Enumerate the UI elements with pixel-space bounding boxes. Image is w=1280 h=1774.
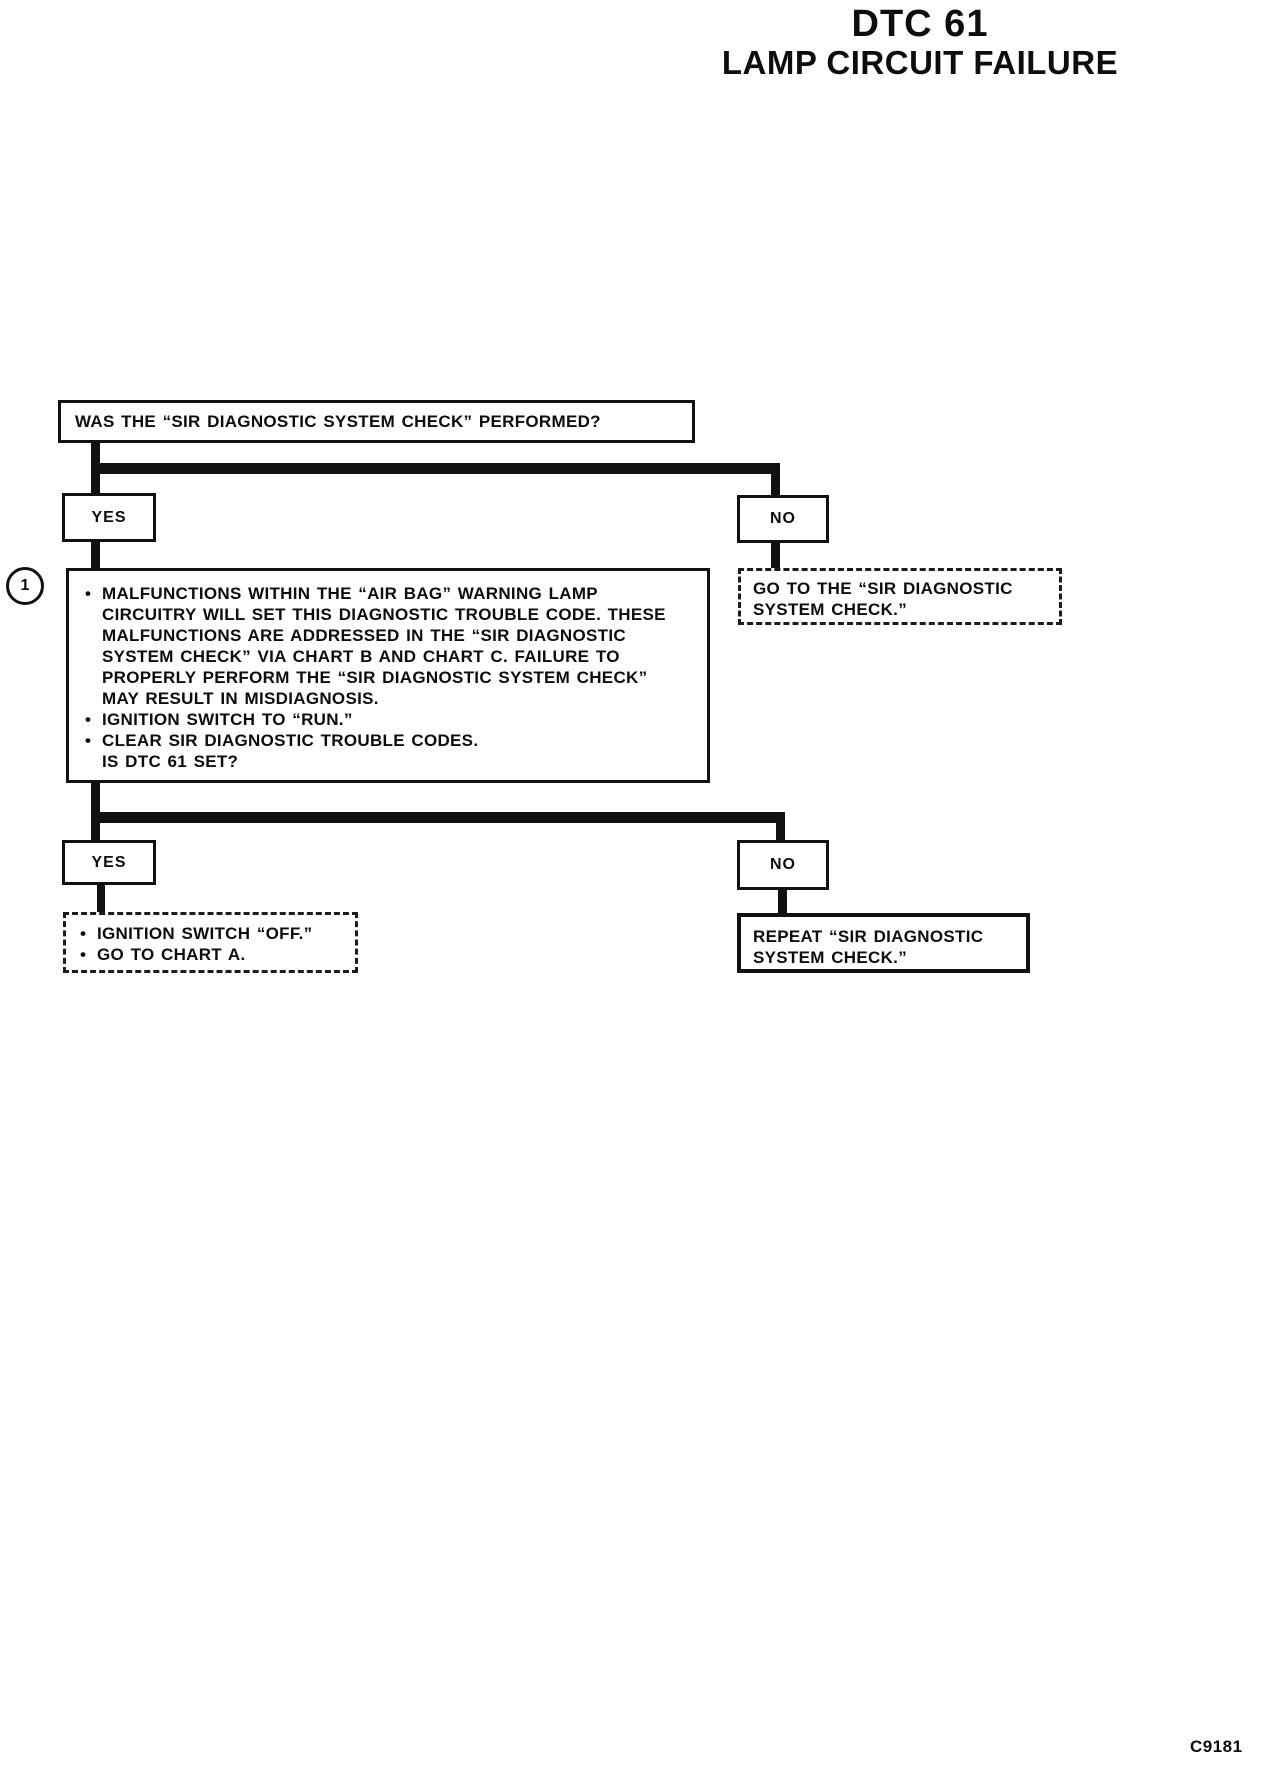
connector-branch1-yes-stub (91, 470, 100, 495)
connector-branch2-hline (91, 812, 785, 823)
bullet-icon: • (85, 710, 92, 729)
step1-bullet-2 (81, 709, 685, 730)
branch1-yes-box (62, 493, 156, 542)
goto-sir-check-text: GO TO THE “SIR DIAGNOSTIC SYSTEM CHECK.” (753, 579, 1013, 619)
bullet-icon: • (85, 731, 92, 750)
go-to-chart-a-text: GO TO CHART A. (97, 945, 246, 964)
connector-yes1-step1 (91, 540, 100, 570)
branch1-yes-label: YES (91, 508, 127, 526)
question1-text: WAS THE “SIR DIAGNOSTIC SYSTEM CHECK” PERFORMED? (75, 411, 601, 431)
connector-no2-repeat (778, 888, 787, 915)
branch2-no-label: NO (770, 856, 796, 873)
connector-branch1-hline (91, 463, 780, 474)
step1-marker-number: 1 (20, 577, 30, 594)
branch2-yes-box (62, 840, 156, 885)
step1-marker-circle (6, 567, 44, 605)
connector-branch2-yes-stub (91, 818, 100, 842)
connector-no1-goto (771, 541, 780, 570)
dtc-name-title: LAMP CIRCUIT FAILURE (721, 44, 1119, 82)
figure-code: C9181 (1190, 1737, 1243, 1756)
branch1-no-label: NO (770, 510, 796, 527)
repeat-sir-check-box (737, 913, 1030, 973)
branch2-no-box (737, 840, 829, 890)
bullet-icon: • (85, 584, 92, 603)
step1-question: IS DTC 61 SET? (102, 752, 239, 771)
bullet-icon: • (80, 945, 87, 964)
step1-bullet-1-text: MALFUNCTIONS WITHIN THE “AIR BAG” WARNING LAMP CIRCUITRY WILL SET THIS DIAGNOSTIC TROUBLE CODE. THESE MALFUNCTIONS ARE ADDRESSED IN THE “SIR DIAGNOSTIC SYSTEM CHECK” VIA CHART B AND CHART C. FAILURE TO PROPERLY PERFORM THE “SIR DIAGNOSTIC SYSTEM CHECK” MAY RESULT IN MISDIAGNOSIS. (102, 584, 666, 708)
page-title (620, 4, 1220, 81)
step1-box (66, 568, 710, 783)
bullet-icon: • (80, 924, 87, 943)
ignition-off-bullet-2 (76, 944, 347, 965)
question1-box (58, 400, 695, 443)
connector-branch2-no-stub (776, 817, 785, 842)
step1-bullet-3 (81, 730, 685, 751)
connector-branch1-no-stub (771, 468, 780, 497)
repeat-sir-check-text: REPEAT “SIR DIAGNOSTIC SYSTEM CHECK.” (753, 927, 984, 967)
branch1-no-box (737, 495, 829, 543)
branch2-yes-label: YES (91, 853, 127, 871)
step1-bullet-3-text: CLEAR SIR DIAGNOSTIC TROUBLE CODES. (102, 731, 479, 750)
connector-yes2-action (97, 883, 105, 914)
dtc-code-title: DTC 61 (851, 3, 989, 45)
ignition-off-text: IGNITION SWITCH “OFF.” (97, 924, 313, 943)
goto-sir-check-box (738, 568, 1062, 625)
step1-bullet-2-text: IGNITION SWITCH TO “RUN.” (102, 710, 353, 729)
ignition-off-bullet-1 (76, 923, 347, 944)
step1-bullet-1 (81, 583, 685, 709)
ignition-off-box (63, 912, 358, 973)
